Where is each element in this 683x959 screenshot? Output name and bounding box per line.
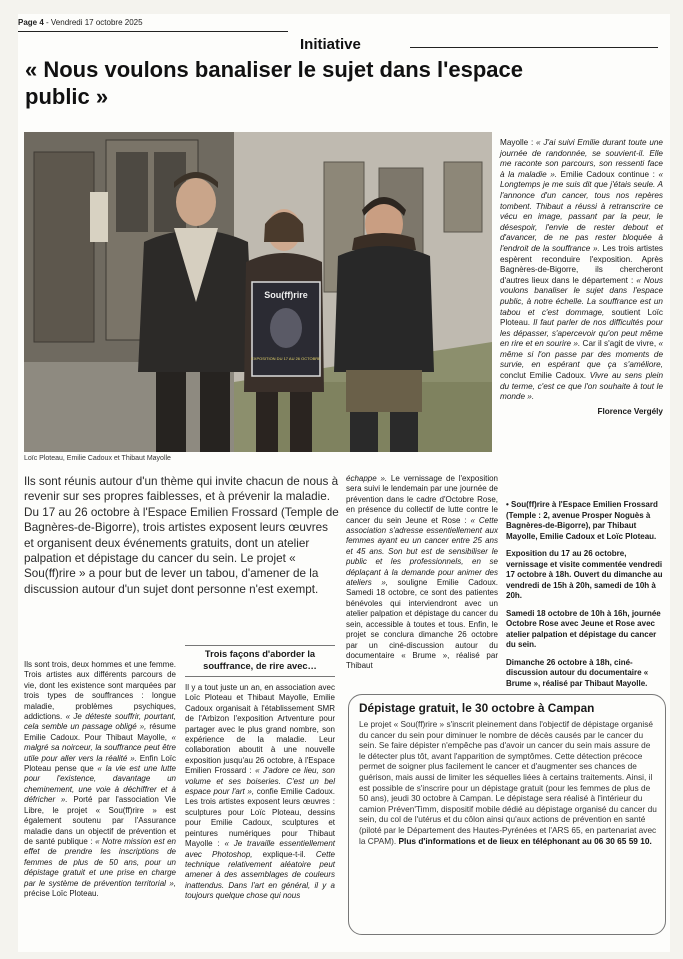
inset-title: Dépistage gratuit, le 30 octobre à Campan <box>359 701 595 715</box>
practical-info <box>506 500 663 696</box>
info-octobre-rose: Samedi 18 octobre de 10h à 16h, journée Octobre Rose avec Jeune et Rose avec atelier palpation et dépistage du cancer du sein. <box>506 608 661 649</box>
info-exhibition-dates: Exposition du 17 au 26 octobre, vernissage et visite commentée vendredi 17 octobre à 18h. Ouvert du dimanche au vendredi de 15h à 20h, samedi de 10h à 20h. <box>506 549 663 600</box>
section-rubric: Initiative <box>300 36 361 53</box>
article-column-right-top: Mayolle : « J'ai suivi Emilie durant toute une journée de randonnée, se souvient-il. Elle me raconte son parcours, son ressenti face à la maladie ». Emilie Cadoux continue : « Longtemps je me suis dit que j'étais seule. A l'annonce d'un cancer, tous nos repères tombent. Thibaut a réussi à retranscrire ce vécu en image, passant par la peur, le désespoir, l'envie de rester debout et d'avancer, de ne pas rester bloquée à l'endroit de la souffrance ». Les trois artistes espèrent reconduire l'exposition. Après Bagnères-de-Bigorre, ils chercheront d'autres lieux dans le département : « Nous voulons banaliser le sujet dans l'espace public, à notre échelle. La souffrance est un tabou et c'est dommage, soutient Loïc Ploteau. Il faut parler de nos difficultés pour les dépasser, s'apercevoir qu'on peut même en rire et en sourire ». Car il s'agit de vivre, « même si l'on passe par des moments de survie, en espérant que ça s'améliore, conclut Emilie Cadoux. Vivre au sens plein du terme, c'est ce que l'on souhaite à tout le monde ». Florence Vergély <box>500 138 664 416</box>
article-column-1: Ils sont trois, deux hommes et une femme. Trois artistes aux différents parcours de vie, dont les existence sont marquées par trois types de souffrances : longue maladie, problèmes psychiques, addictions. « Je déteste souffrir, pourtant, cela semble un passage obligé », résume Emilie Cadoux. Pour Thibaut Mayolle, « malgré sa noirceur, la souffrance peut être utile pour aller vers la réalité ». Enfin Loïc Ploteau pense que « la vie est une lutte pour l'existence, davantage un cheminement, une voie à déchiffrer et à défricher ». Porté par l'association Vie Libre, le projet « Sou(ff)rire » est également soutenu par l'Assurance maladie dans un objectif de prévention et de santé publique : « Notre mission est en effet de prendre les inscriptions de femmes de plus de 50 ans, pour un dépistage gratuit et une prise en charge par le système de prévention territorial », précise Loïc Ploteau. <box>24 660 176 898</box>
subhead: Trois façons d'aborder la souffrance, de rire avec… <box>185 645 335 677</box>
article-lead: Ils sont réunis autour d'un thème qui invite chacun de nous à revenir sur ses propres faiblesses, et à prévenir la maladie. Du 17 au 26 octobre à l'Espace Emilien Frossard (Temple de Bagnères-de-Bigorre), trois artistes exposent leurs œuvres et organisent deux événements gratuits, dont un atelier palpation et dépistage du cancer du sein. Le projet « Sou(ff)rire » a pour but de lever un tabou, d'amener de la discussion autour d'un sujet dont personne n'est exempt. <box>24 475 339 596</box>
article-column-2 <box>185 645 335 902</box>
page-header <box>18 18 143 27</box>
author-signature: Florence Vergély <box>597 406 663 416</box>
page-number: Page 4 <box>18 18 44 27</box>
info-venue: • Sou(ff)rire à l'Espace Emilien Frossard (Temple : 2, avenue Prosper Noguès à Bagnères-de-Bigorre), par Thibaut Mayolle, Emilie Cadoux et Loïc Ploteau. <box>506 500 658 541</box>
page-date: - Vendredi 17 octobre 2025 <box>43 18 143 27</box>
header-rule <box>18 31 288 32</box>
photo-illustration <box>24 132 492 452</box>
poster-subtitle: EXPOSITION DU 17 AU 26 OCTOBRE <box>251 356 321 361</box>
article-photo <box>24 132 492 452</box>
info-cine-discussion: Dimanche 26 octobre à 18h, ciné-discussion autour du documentaire « Brume », réalisé par Thibaut Mayolle. <box>506 657 649 688</box>
newspaper-page <box>18 14 670 952</box>
photo-caption: Loïc Ploteau, Emilie Cadoux et Thibaut Mayolle <box>24 455 171 462</box>
headline: « Nous voulons banaliser le sujet dans l'espace public » <box>25 57 523 109</box>
column-2-text: Il y a tout juste un an, en association avec Loïc Ploteau et Thibaut Mayolle, Emilie Cadoux organisait à l'établissement SMR de l'Arbizon l'exposition Artventure pour partager avec le plus grand nombre, son expérience de la maladie. Leur collaboration aboutit à une nouvelle exposition jusqu'au 26 octobre, à l'Espace Emilien Frossard : « J'adore ce lieu, son volume et ses boiseries. C'est un bel espace pour l'art », confie Emilie Cadoux. Les trois artistes exposent leurs œuvres : sculptures pour Loïc Ploteau, dessins pour Emilie Cadoux, sculptures et peintures numériques pour Thibaut Mayolle : « Je travaille essentiellement avec Photoshop, explique-t-il. Cette technique relativement aléatoire peut amener à des assemblages de couleurs inattendus. Dans l'art en général, il y a toujours quelque chose qui nous <box>185 683 335 901</box>
article-column-3: échappe ». Le vernissage de l'exposition sera suivi le lendemain par une journée de prévention dans le cadre d'Octobre Rose, en présence du collectif de lutte contre le cancer du sein Jeune et Rose : « Cette association s'adresse essentiellement aux femmes ayant eu un cancer entre 25 ans et 45 ans. Son but est de sensibiliser le public et les professionnels, en se déplaçant à la demande pour animer des ateliers », souligne Emilie Cadoux. Samedi 18 octobre, ce sont des patientes bénévoles qui interviendront avec un atelier palpation et dépistage du cancer du sein, accessible à toutes et tous. Enfin, le projet se conclura dimanche 26 octobre par un ciné-discussion autour du documentaire « Brume », réalisé par Thibaut <box>346 474 499 671</box>
inset-text: Le projet « Sou(ff)rire » s'inscrit pleinement dans l'objectif de dépistage organisé du cancer du sein pour diminuer le nombre de décès causés par le cancer du sein. Se faire dépister n'empêche pas d'avoir un cancer du sein mais assure de le détecter plus tôt, avant l'apparition de symptômes. Cette détection précoce permet de soigner plus facilement le cancer et d'augmenter ses chances de guérison, mais aussi de limiter les séquelles liées à certains traitements. Ainsi, il est possible de s'inscrire pour un dépistage gratuit (pour les femmes de plus de 50 ans), jeudi 30 octobre à Campan. Le dépistage sera réalisé à l'intérieur du camion Préven'Timm, dispositif mobile dédié au dépistage organisé du cancer du sein, du col de l'utérus et du côlon ainsi qu'aux actions de prévention en santé (piloté par le Département des Hautes-Pyrénées et l'ARS 65, en partenariat avec la CPAM). Plus d'informations et de lieux en téléphonant au 06 30 65 59 10. <box>359 719 657 846</box>
rubric-rule <box>410 47 658 48</box>
screening-inset-box <box>348 694 666 935</box>
inset-contact: Plus d'informations et de lieux en téléphonant au 06 30 65 59 10. <box>398 835 652 846</box>
poster-title: Sou(ff)rire <box>264 290 308 300</box>
